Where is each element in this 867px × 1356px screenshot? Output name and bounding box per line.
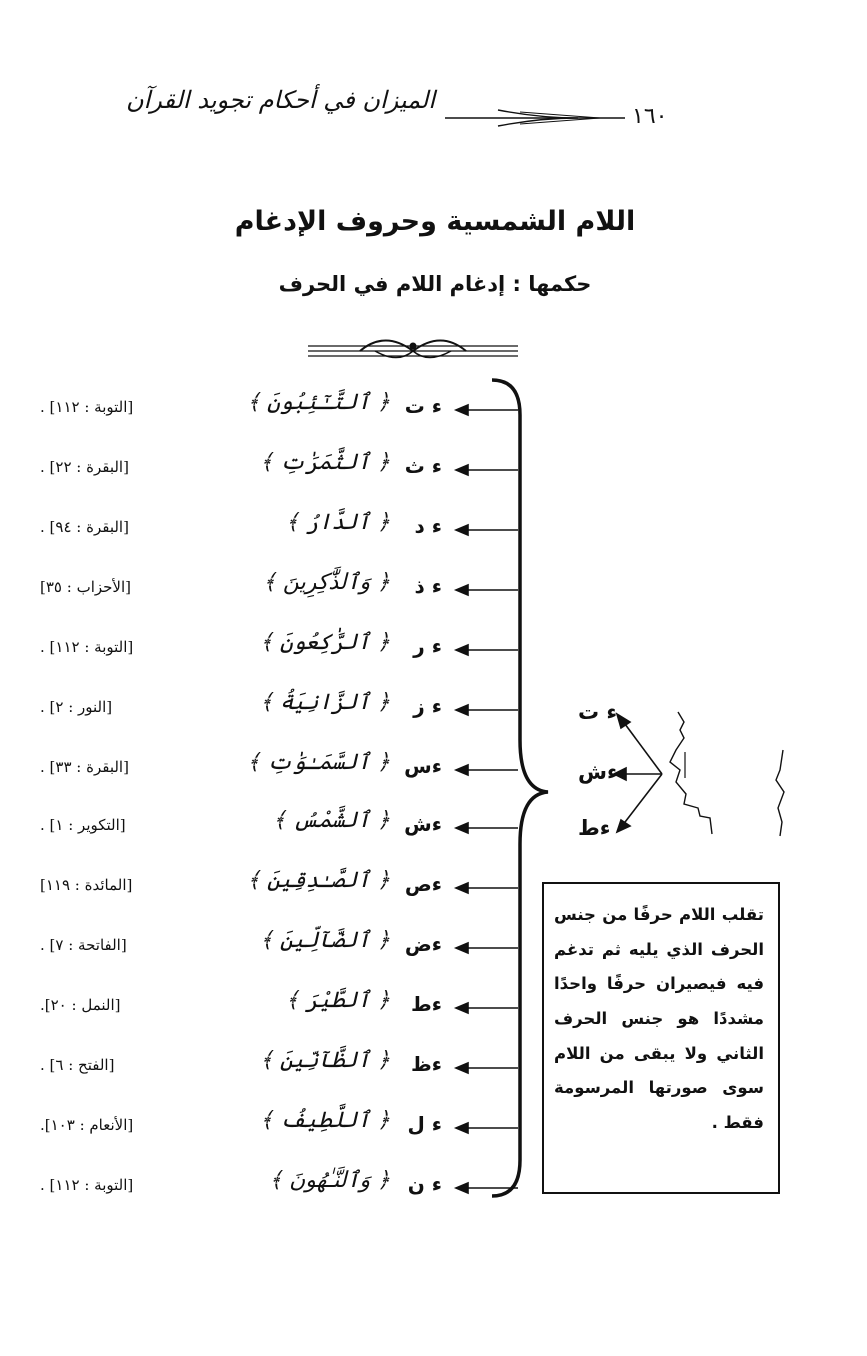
- quran-word: ﴿ وَٱلذَّٰكِرِينَ ﴾: [262, 570, 390, 595]
- table-row: [40, 390, 510, 434]
- table-row: [40, 570, 510, 614]
- table-row: [40, 690, 510, 734]
- quran-word: ﴿ ٱلظَّآنِّينَ ﴾: [259, 1048, 390, 1073]
- table-row: [40, 750, 510, 794]
- side-letter-shin: ءش: [578, 760, 618, 784]
- verse-reference: [النور : ٢] .: [40, 698, 113, 716]
- letter-pair: ءط: [411, 992, 442, 1016]
- letter-pair: ء د: [414, 514, 442, 538]
- table-row: [40, 868, 510, 912]
- verse-reference: [المائدة : ١١٩]: [40, 876, 133, 894]
- quran-word: ﴿ ٱلثَّمَرَٰتِ ﴾: [259, 450, 390, 475]
- letter-pair: ء ن: [407, 1172, 442, 1196]
- divider-ornament: [308, 341, 518, 358]
- quran-word: ﴿ وَٱلنَّـٰهُونَ ﴾: [269, 1168, 390, 1193]
- quran-word: ﴿ ٱلدَّارُ ﴾: [285, 510, 390, 535]
- table-row: [40, 630, 510, 674]
- letter-pair: ء ز: [413, 694, 442, 718]
- quran-word: ﴿ ٱلزَّانِيَةُ ﴾: [259, 690, 390, 715]
- letter-pair: ء ت: [404, 394, 442, 418]
- rule-note-box: تقلب اللام حرفًا من جنس الحرف الذي يليه ثم تدغم فيه فيصيران حرفًا واحدًا مشددًا هو جنس الحرف الثاني ولا يبقى من اللام سوى صورتها المرسومة فقط .: [542, 882, 780, 1194]
- letter-pair: ء ل: [407, 1112, 442, 1136]
- quran-word: ﴿ ٱلرَّٰكِعُونَ ﴾: [259, 630, 390, 655]
- verse-reference: [التكوير : ١] .: [40, 816, 126, 834]
- table-row: [40, 928, 510, 972]
- side-letter-taa: ءط: [578, 816, 611, 840]
- table-row: [40, 510, 510, 554]
- table-row: [40, 1108, 510, 1152]
- table-row: [40, 988, 510, 1032]
- quran-word: ﴿ ٱلصَّـٰدِقِينَ ﴾: [247, 868, 390, 893]
- verse-reference: [البقرة : ٣٣] .: [40, 758, 129, 776]
- quran-word: ﴿ ٱللَّطِيفُ ﴾: [259, 1108, 390, 1133]
- table-row: [40, 450, 510, 494]
- section-subtitle: حكمها : إدغام اللام في الحرف: [278, 272, 592, 296]
- verse-reference: [التوبة : ١١٢] .: [40, 1176, 134, 1194]
- verse-reference: [الأنعام : ١٠٣].: [40, 1116, 134, 1134]
- letter-pair: ء ر: [413, 634, 442, 658]
- letter-pair: ءص: [404, 872, 442, 896]
- letter-pair: ءس: [404, 754, 442, 778]
- verse-reference: [البقرة : ٩٤] .: [40, 518, 129, 536]
- table-row: [40, 1048, 510, 1092]
- section-title: اللام الشمسية وحروف الإدغام: [234, 206, 636, 237]
- running-title: الميزان في أحكام تجويد القرآن: [125, 86, 435, 114]
- quran-word: ﴿ ٱلطَّيْرَ ﴾: [285, 988, 390, 1013]
- side-letter-ta: ء ت: [578, 700, 618, 724]
- verse-reference: [الفاتحة : ٧] .: [40, 936, 127, 954]
- table-row: [40, 808, 510, 852]
- page-edge-mark: [776, 750, 784, 836]
- letter-pair: ءض: [404, 932, 442, 956]
- verse-reference: [البقرة : ٢٢] .: [40, 458, 129, 476]
- table-row: [40, 1168, 510, 1212]
- quran-word: ﴿ ٱلضَّآلِّينَ ﴾: [259, 928, 390, 953]
- quran-word: ﴿ ٱلسَّمَـٰوَٰتِ ﴾: [247, 750, 390, 775]
- mouth-profile-sketch: [670, 712, 712, 834]
- verse-reference: [الأحزاب : ٣٥]: [40, 578, 131, 596]
- quran-word: ﴿ ٱلشَّمْسُ ﴾: [272, 808, 390, 833]
- letter-pair: ءظ: [411, 1052, 442, 1076]
- verse-reference: [التوبة : ١١٢] .: [40, 398, 134, 416]
- header-ornament: [445, 110, 625, 126]
- page-number: ١٦٠: [632, 104, 668, 129]
- letter-pair: ءش: [404, 812, 442, 836]
- verse-reference: [التوبة : ١١٢] .: [40, 638, 134, 656]
- letter-pair: ء ث: [404, 454, 442, 478]
- side-arrows: [614, 714, 662, 832]
- quran-word: ﴿ ٱلتَّـٰٓئِبُونَ ﴾: [247, 390, 390, 415]
- verse-reference: [الفتح : ٦] .: [40, 1056, 115, 1074]
- letter-pair: ء ذ: [414, 574, 442, 598]
- verse-reference: [النمل : ٢٠].: [40, 996, 121, 1014]
